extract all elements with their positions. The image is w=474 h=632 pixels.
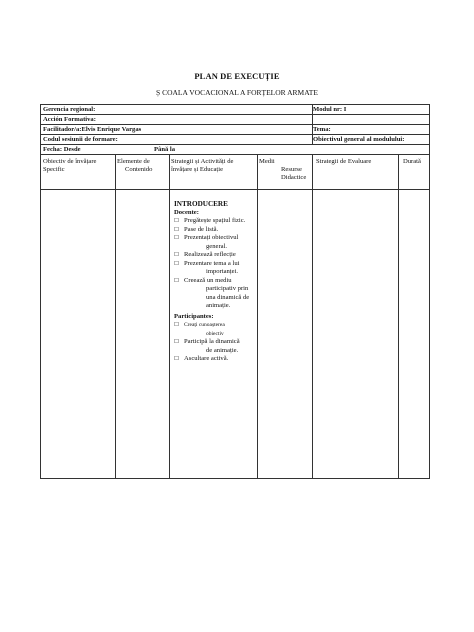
document-subtitle: Ș COALA VOCACIONAL A FORȚELOR ARMATE (156, 88, 318, 97)
plan-table (40, 104, 430, 479)
section-heading: INTRODUCERE (174, 200, 228, 208)
docente-list (174, 217, 309, 311)
list-item (174, 338, 309, 355)
info-row (41, 145, 429, 155)
participantes-label: Participantes: (174, 312, 214, 320)
col-header-content: Elemente de Contenido (117, 158, 153, 173)
column-line (398, 155, 399, 478)
list-item-text: obiectiv (206, 330, 224, 337)
docente-label: Docente: (174, 208, 199, 216)
checkbox-bullet-icon: ☐ (174, 356, 179, 362)
list-item-text: Creați cunoașterea (184, 322, 225, 328)
col-header-objective: Obiectiv de învățare Specific (43, 158, 97, 173)
checkbox-bullet-icon: ☐ (174, 226, 179, 233)
list-item (174, 355, 309, 364)
info-label: Tema: (313, 126, 331, 133)
info-row (41, 115, 429, 125)
list-item (174, 321, 309, 338)
list-item (174, 251, 309, 260)
col-header-strategies: Strategii și Activități de învățare și Educație (171, 158, 234, 173)
info-divider (312, 105, 313, 145)
checkbox-bullet-icon: ☐ (174, 277, 179, 284)
participantes-list (174, 321, 309, 364)
strategies-cell (174, 200, 309, 364)
checkbox-bullet-icon: ☐ (174, 260, 179, 267)
list-item-text: participativ prin (206, 285, 249, 292)
col-header-duration: Durată (403, 158, 421, 165)
list-item-text: Participă la dinamică (184, 338, 240, 345)
info-label: Facilitador/a:Elvis Enrique Vargas (43, 126, 142, 133)
list-item-text: Realizează reflecție (184, 251, 236, 258)
column-line (312, 155, 313, 478)
info-row (41, 125, 429, 135)
checkbox-bullet-icon: ☐ (174, 235, 179, 241)
list-item-text: Prezentare tema a lui (184, 259, 240, 267)
checkbox-bullet-icon: ☐ (174, 322, 179, 328)
column-line (115, 155, 116, 478)
list-item (174, 260, 309, 277)
info-row (41, 135, 429, 145)
list-item-text: general. (206, 242, 228, 250)
checkbox-bullet-icon: ☐ (174, 218, 179, 224)
info-label: Fecha: Desde (43, 146, 81, 153)
list-item (174, 226, 309, 235)
info-label: Gerencia regional: (43, 106, 96, 113)
list-item-text: importanței. (206, 268, 239, 275)
list-item-text: Pase de listă. (184, 225, 219, 233)
list-item-text: de animație. (206, 346, 239, 354)
info-label: Obiectivul general al modulului: (313, 136, 405, 143)
column-line (169, 155, 170, 478)
info-label: Codul sesiunii de formare: (43, 136, 118, 143)
header-divider (41, 189, 429, 190)
document-title: PLAN DE EXECUȚIE (194, 71, 280, 81)
info-row (41, 105, 429, 115)
checkbox-bullet-icon: ☐ (174, 252, 179, 258)
list-item (174, 234, 309, 251)
checkbox-bullet-icon: ☐ (174, 339, 179, 345)
col-header-resources: Medii Resurse Didactice (259, 158, 307, 181)
list-item-text: animație. (206, 302, 231, 309)
list-item (174, 277, 309, 311)
list-item-text: Ascultare activă. (184, 355, 229, 362)
list-item-text: Pregătește spațiul fizic. (184, 217, 246, 224)
info-label: Acción Formativa: (43, 116, 96, 123)
info-label: Modul nr: I (313, 106, 347, 113)
list-item-text: Prezentați obiectivul (184, 234, 239, 241)
list-item-text: Creează un mediu (184, 276, 232, 284)
list-item-text: una dinamică de (206, 293, 250, 301)
col-header-evaluation: Strategii de Evaluare (316, 158, 372, 165)
date-until-label: Până la (154, 146, 176, 153)
list-item (174, 217, 309, 226)
